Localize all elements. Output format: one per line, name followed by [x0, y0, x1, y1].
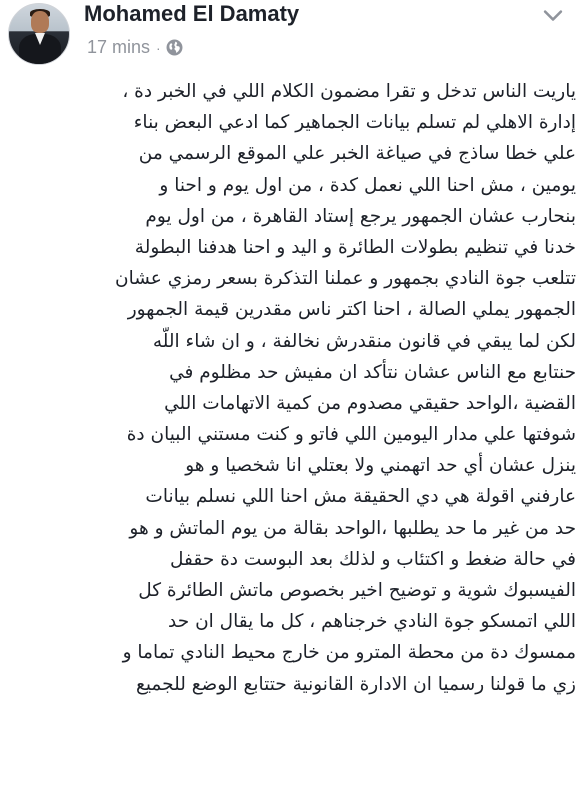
post-text-line: حد من غير ما حد يطلبها ،الواحد بقالة من يوم الماتش و هو	[129, 517, 576, 539]
post-meta	[87, 37, 183, 58]
post-text-line: بنحارب عشان الجمهور يرجع إستاد القاهرة ، من اول يوم	[145, 205, 576, 227]
post-text-line: يومين ، مش احنا اللي نعمل كدة ، من اول يوم و احنا و	[159, 174, 576, 196]
post-text-line: ممسوك دة من محطة المترو من خارج محيط النادي تماما و	[122, 642, 576, 664]
post-text-line: الجمهور يملي الصالة ، احنا اكتر ناس مقدرين قيمة الجمهور	[127, 299, 576, 321]
author-name[interactable]: Mohamed El Damaty	[84, 1, 300, 26]
chevron-down-icon[interactable]	[539, 4, 567, 28]
post-text-line: القضية ،الواحد حقيقي مصدوم من كمية الاتهامات اللي	[164, 392, 576, 414]
post-text-line: لكن لما يبقي في قانون منقدرش نخالفة ، و ان شاء اللّه	[152, 330, 576, 352]
post-text-line: اللي اتمسكو جوة النادي خرجناهم ، كل ما يقال ان حد	[168, 611, 576, 633]
globe-icon[interactable]	[166, 39, 183, 56]
post-text-line: ياريت الناس تدخل و تقرا مضمون الكلام اللي في الخبر دة ،	[122, 81, 576, 102]
post-timestamp[interactable]: 17 mins	[87, 37, 151, 57]
post-text-line: خدنا في تنظيم بطولات الطائرة و اليد و احنا هدفنا البطولة	[134, 236, 576, 258]
post-text-line: ينزل عشان أي حد اتهمني ولا بعتلي انا شخصيا و هو	[185, 455, 576, 477]
avatar-head	[31, 11, 49, 33]
author-avatar[interactable]	[8, 3, 70, 65]
post-text	[4, 76, 580, 700]
post-text-line: علي خطا ساذج في صياغة الخبر علي الموقع الرسمي من	[138, 143, 576, 165]
post-text-line: عارفني اقولة هي دي الحقيقة مش احنا اللي نسلم بيانات	[145, 486, 576, 508]
post-text-line: الفيسبوك شوية و توضيح اخير بخصوص ماتش الطائرة كل	[138, 580, 576, 601]
post-text-line: في حالة ضغط و اكتئاب و لذلك بعد البوست دة حقفل	[170, 548, 576, 570]
post-text-line: تتلعب جوة النادي بجمهور و عملنا التذكرة بسعر رمزي عشان	[115, 268, 576, 290]
post-text-line: شوفتها علي مدار اليومين اللي فاتو و كنت مستني البيان دة	[126, 424, 576, 446]
post-text-line: إدارة الاهلي لم تسلم بيانات الجماهير كما ادعي البعض بناء	[133, 112, 576, 134]
post-text-line: زي ما قولنا رسميا ان الادارة القانونية حتتابع الوضع للجميع	[136, 673, 576, 695]
post-header	[0, 0, 585, 68]
meta-separator: ·	[156, 39, 161, 56]
post-text-line: حنتابع مع الناس عشان نتأكد ان مفيش حد مظلوم في	[169, 361, 576, 383]
